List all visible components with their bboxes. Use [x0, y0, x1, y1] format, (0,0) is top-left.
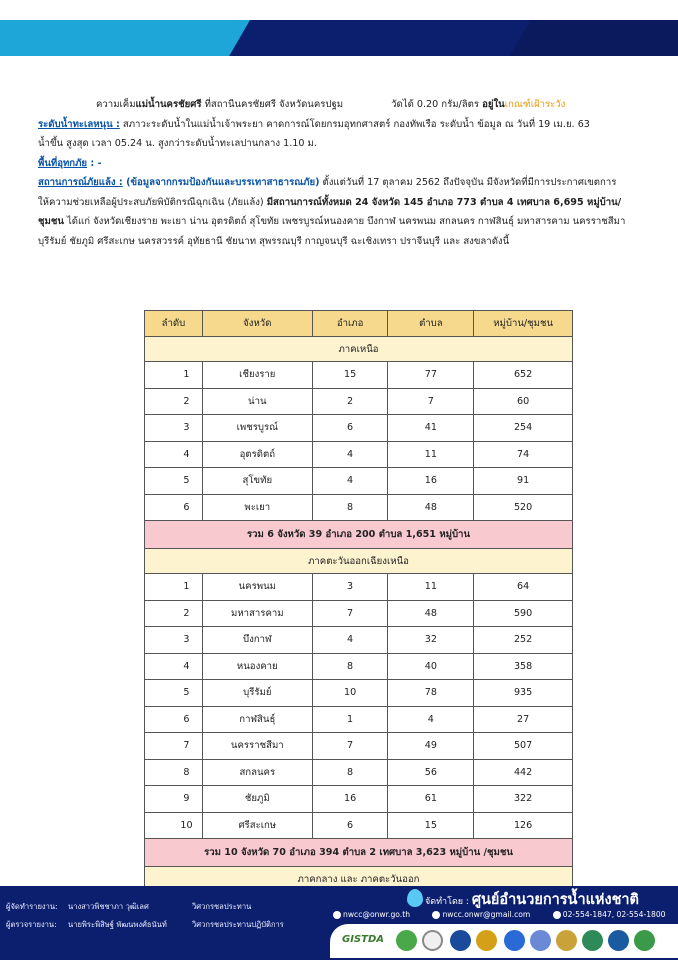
checked-by-label: ผู้ตรวจรายงาน:	[6, 920, 57, 929]
cell-subdistrict: 77	[388, 362, 474, 389]
cell-district: 3	[312, 574, 388, 601]
drought-text-1: ตั้งแต่วันที่ 17 ตุลาคม 2562 ถึงปัจจุบัน มีจังหวัดที่มีการประกาศเขตการ	[319, 177, 617, 188]
cell-district: 2	[312, 388, 388, 415]
table-row	[145, 733, 573, 760]
cell-village: 590	[474, 600, 573, 627]
cell-village: 254	[474, 415, 573, 442]
sum-northeast: รวม 10 จังหวัด 70 อำเภอ 394 ตำบล 2 เทศบาล 3,623 หมู่บ้าน /ชุมชน	[145, 839, 573, 867]
table-row	[145, 362, 573, 389]
phone-icon	[553, 911, 561, 919]
drought-label: สถานการณ์ภัยแล้ง :	[38, 177, 123, 188]
drought-text-2a: ให้ความช่วยเหลือผู้ประสบภัยพิบัติกรณีฉุกเฉิน (ภัยแล้ง)	[38, 196, 267, 208]
cell-order: 9	[145, 786, 203, 813]
cell-village: 126	[474, 812, 573, 839]
table-row	[145, 388, 573, 415]
salinity-value: วัดได้ 0.20 กรัม/ลิตร	[391, 99, 483, 110]
prepared-by-name: นางสาวพิชชาภา วุฒิเลศ	[68, 902, 149, 911]
flood-label: พื้นที่อุทกภัย	[38, 157, 88, 169]
cell-province: ชัยภูมิ	[202, 786, 312, 813]
contact-email-1[interactable]: nwcc@onwr.go.th	[343, 910, 411, 919]
cell-province: สกลนคร	[202, 759, 312, 786]
water-drop-icon	[407, 889, 423, 907]
salinity-prefix: ความเค็ม	[96, 99, 136, 110]
status-level: เกณฑ์เฝ้าระวัง	[504, 99, 566, 110]
agency-logo-icon	[504, 930, 525, 951]
sum-row-north	[145, 521, 573, 549]
cell-order: 2	[145, 600, 203, 627]
sea-level-line	[38, 115, 648, 135]
cell-subdistrict: 41	[388, 415, 474, 442]
sum-north: รวม 6 จังหวัด 39 อำเภอ 200 ตำบล 1,651 หมู่บ้าน	[145, 521, 573, 549]
header-navy-accent	[510, 20, 678, 56]
footer-credits	[6, 898, 284, 934]
cell-order: 5	[145, 468, 203, 495]
cell-village: 252	[474, 627, 573, 654]
table-row	[145, 627, 573, 654]
flood-text: : -	[87, 157, 102, 169]
drought-provinces-2: บุรีรัมย์ ชัยภูมิ ศรีสะเกษ นครสวรรค์ อุทัยธานี ชัยนาท สุพรรณบุรี กาญจนบุรี ฉะเชิงเทรา ปราจีนบุรี และ สงขลาดังนี้	[38, 235, 510, 247]
checked-by-row	[6, 916, 284, 934]
cell-province: บุรีรัมย์	[202, 680, 312, 707]
drought-provinces: ได้แก่ จังหวัดเชียงราย พะเยา น่าน อุตรดิตถ์ สุโขทัย เพชรบูรณ์หนองคาย บึงกาฬ นครพนม สกลนคร กาฬสินธุ์ มหาสารคาม นครราชสีมา	[63, 216, 626, 227]
cell-village: 652	[474, 362, 573, 389]
cell-order: 1	[145, 574, 203, 601]
cell-province: ศรีสะเกษ	[202, 812, 312, 839]
cell-village: 507	[474, 733, 573, 760]
cell-order: 3	[145, 627, 203, 654]
cell-subdistrict: 32	[388, 627, 474, 654]
cell-order: 4	[145, 441, 203, 468]
cell-district: 8	[312, 494, 388, 521]
table-row	[145, 468, 573, 495]
sea-level-label: ระดับน้ำทะเลหนุน :	[38, 118, 120, 130]
table-row	[145, 494, 573, 521]
sea-level-line-2	[38, 134, 648, 154]
contact-line	[333, 910, 678, 919]
cell-province: เพชรบูรณ์	[202, 415, 312, 442]
cell-subdistrict: 16	[388, 468, 474, 495]
cell-order: 6	[145, 706, 203, 733]
cell-village: 27	[474, 706, 573, 733]
col-header-province: จังหวัด	[202, 311, 312, 337]
cell-district: 10	[312, 680, 388, 707]
table-row	[145, 786, 573, 813]
brand-name: ศูนย์อำนวยการน้ำแห่งชาติ	[471, 892, 639, 908]
drought-summary-tail: ชุมชน	[38, 216, 64, 227]
table-row	[145, 812, 573, 839]
agency-logo-icon	[582, 930, 603, 951]
gistda-logo: GISTDA	[342, 934, 384, 945]
agency-logos	[330, 924, 678, 958]
col-header-order: ลำดับ	[145, 311, 203, 337]
col-header-village: หมู่บ้าน/ชุมชน	[474, 311, 573, 337]
status-prefix: อยู่ใน	[482, 99, 505, 110]
table-row	[145, 441, 573, 468]
cell-order: 7	[145, 733, 203, 760]
header-band	[0, 0, 678, 62]
checked-by-role: วิศวกรชลประทานปฏิบัติการ	[192, 920, 284, 929]
cell-subdistrict: 15	[388, 812, 474, 839]
river-name: แม่น้ำนครชัยศรี	[135, 99, 202, 110]
agency-logo-icon	[476, 930, 497, 951]
sea-level-text: สภาวะระดับน้ำในแม่น้ำเจ้าพระยา คาดการณ์โดยกรมอุทกศาสตร์ กองทัพเรือ ระดับน้ำ ข้อมูล ณ วันที่ 19 เม.ย. 63	[119, 118, 590, 130]
cell-subdistrict: 78	[388, 680, 474, 707]
table-header-row	[145, 311, 573, 337]
table-row	[145, 653, 573, 680]
prepared-by-label: ผู้จัดทำรายงาน:	[6, 902, 58, 911]
cell-subdistrict: 48	[388, 494, 474, 521]
table-row	[145, 680, 573, 707]
cell-district: 16	[312, 786, 388, 813]
brand-title	[425, 888, 639, 911]
prepared-by-role: วิศวกรชลประทาน	[192, 902, 252, 911]
checked-by-name: นายพิระพิสิษฐ์ พัฒนพงศ์ธนันท์	[68, 920, 167, 929]
station-name: ที่สถานีนครชัยศรี จังหวัดนครปฐม	[201, 99, 344, 110]
cell-village: 91	[474, 468, 573, 495]
northeast-rows	[145, 574, 573, 839]
agency-logo-icon	[450, 930, 471, 951]
table-row	[145, 415, 573, 442]
cell-village: 442	[474, 759, 573, 786]
drought-table	[144, 310, 573, 892]
cell-district: 4	[312, 627, 388, 654]
cell-subdistrict: 61	[388, 786, 474, 813]
cell-order: 3	[145, 415, 203, 442]
drought-summary: มีสถานการณ์ทั้งหมด 24 จังหวัด 145 อำเภอ 773 ตำบล 4 เทศบาล 6,695 หมู่บ้าน/	[266, 196, 622, 208]
cell-village: 935	[474, 680, 573, 707]
table-row	[145, 600, 573, 627]
cell-province: เชียงราย	[202, 362, 312, 389]
cell-province: สุโขทัย	[202, 468, 312, 495]
cell-subdistrict: 48	[388, 600, 474, 627]
agency-logo-icon	[530, 930, 551, 951]
cell-subdistrict: 7	[388, 388, 474, 415]
table-row	[145, 706, 573, 733]
cell-district: 8	[312, 759, 388, 786]
drought-source: (ข้อมูลจากกรมป้องกันและบรรเทาสาธารณภัย)	[122, 177, 320, 188]
region-row-north	[145, 337, 573, 362]
cell-district: 6	[312, 415, 388, 442]
drought-line	[38, 173, 648, 193]
cell-district: 7	[312, 733, 388, 760]
table-row	[145, 759, 573, 786]
north-rows	[145, 362, 573, 521]
contact-email-2[interactable]: nwcc.onwr@gmail.com	[442, 910, 531, 919]
cell-subdistrict: 4	[388, 706, 474, 733]
salinity-line	[38, 95, 648, 115]
drought-line-3	[38, 212, 648, 232]
region-title-central: ภาคกลาง และ ภาคตะวันออก	[145, 867, 573, 892]
sea-level-text-2: น้ำขึ้น สูงสุด เวลา 05.24 น. สูงกว่าระดับน้ำทะเลปานกลาง 1.10 ม.	[38, 138, 317, 149]
contact-phone: 02-554-1847, 02-554-1800	[562, 910, 666, 919]
cell-village: 60	[474, 388, 573, 415]
cell-subdistrict: 49	[388, 733, 474, 760]
drought-line-4	[38, 232, 648, 252]
cell-order: 10	[145, 812, 203, 839]
cell-subdistrict: 11	[388, 441, 474, 468]
cell-district: 7	[312, 600, 388, 627]
globe-icon	[333, 911, 341, 919]
cell-province: น่าน	[202, 388, 312, 415]
cell-village: 358	[474, 653, 573, 680]
agency-logo-icon	[608, 930, 629, 951]
cell-province: กาฬสินธุ์	[202, 706, 312, 733]
cell-village: 520	[474, 494, 573, 521]
cell-province: พะเยา	[202, 494, 312, 521]
cell-order: 6	[145, 494, 203, 521]
cell-subdistrict: 56	[388, 759, 474, 786]
cell-district: 15	[312, 362, 388, 389]
cell-order: 4	[145, 653, 203, 680]
cell-subdistrict: 40	[388, 653, 474, 680]
cell-order: 2	[145, 388, 203, 415]
region-row-northeast	[145, 549, 573, 574]
cell-district: 4	[312, 468, 388, 495]
cell-order: 8	[145, 759, 203, 786]
cell-subdistrict: 11	[388, 574, 474, 601]
cell-province: นครพนม	[202, 574, 312, 601]
cell-order: 5	[145, 680, 203, 707]
cell-province: หนองคาย	[202, 653, 312, 680]
region-title-northeast: ภาคตะวันออกเฉียงเหนือ	[145, 549, 573, 574]
table-row	[145, 574, 573, 601]
flood-line	[38, 154, 648, 174]
region-title-north: ภาคเหนือ	[145, 337, 573, 362]
prepared-by-row	[6, 898, 284, 916]
cell-order: 1	[145, 362, 203, 389]
email-icon	[432, 911, 440, 919]
cell-village: 74	[474, 441, 573, 468]
cell-province: มหาสารคาม	[202, 600, 312, 627]
agency-logo-icon	[556, 930, 577, 951]
col-header-subdistrict: ตำบล	[388, 311, 474, 337]
footer	[0, 886, 678, 960]
cell-village: 64	[474, 574, 573, 601]
cell-district: 1	[312, 706, 388, 733]
cell-district: 8	[312, 653, 388, 680]
agency-logo-icon	[422, 930, 443, 951]
cell-province: อุตรดิตถ์	[202, 441, 312, 468]
cell-village: 322	[474, 786, 573, 813]
drought-line-2	[38, 193, 648, 213]
col-header-district: อำเภอ	[312, 311, 388, 337]
cell-province: บึงกาฬ	[202, 627, 312, 654]
report-body	[38, 95, 648, 251]
agency-logo-icon	[396, 930, 417, 951]
sum-row-northeast	[145, 839, 573, 867]
agency-logo-icon	[634, 930, 655, 951]
cell-district: 4	[312, 441, 388, 468]
cell-province: นครราชสีมา	[202, 733, 312, 760]
cell-district: 6	[312, 812, 388, 839]
brand-prefix: จัดทำโดย :	[425, 897, 472, 907]
